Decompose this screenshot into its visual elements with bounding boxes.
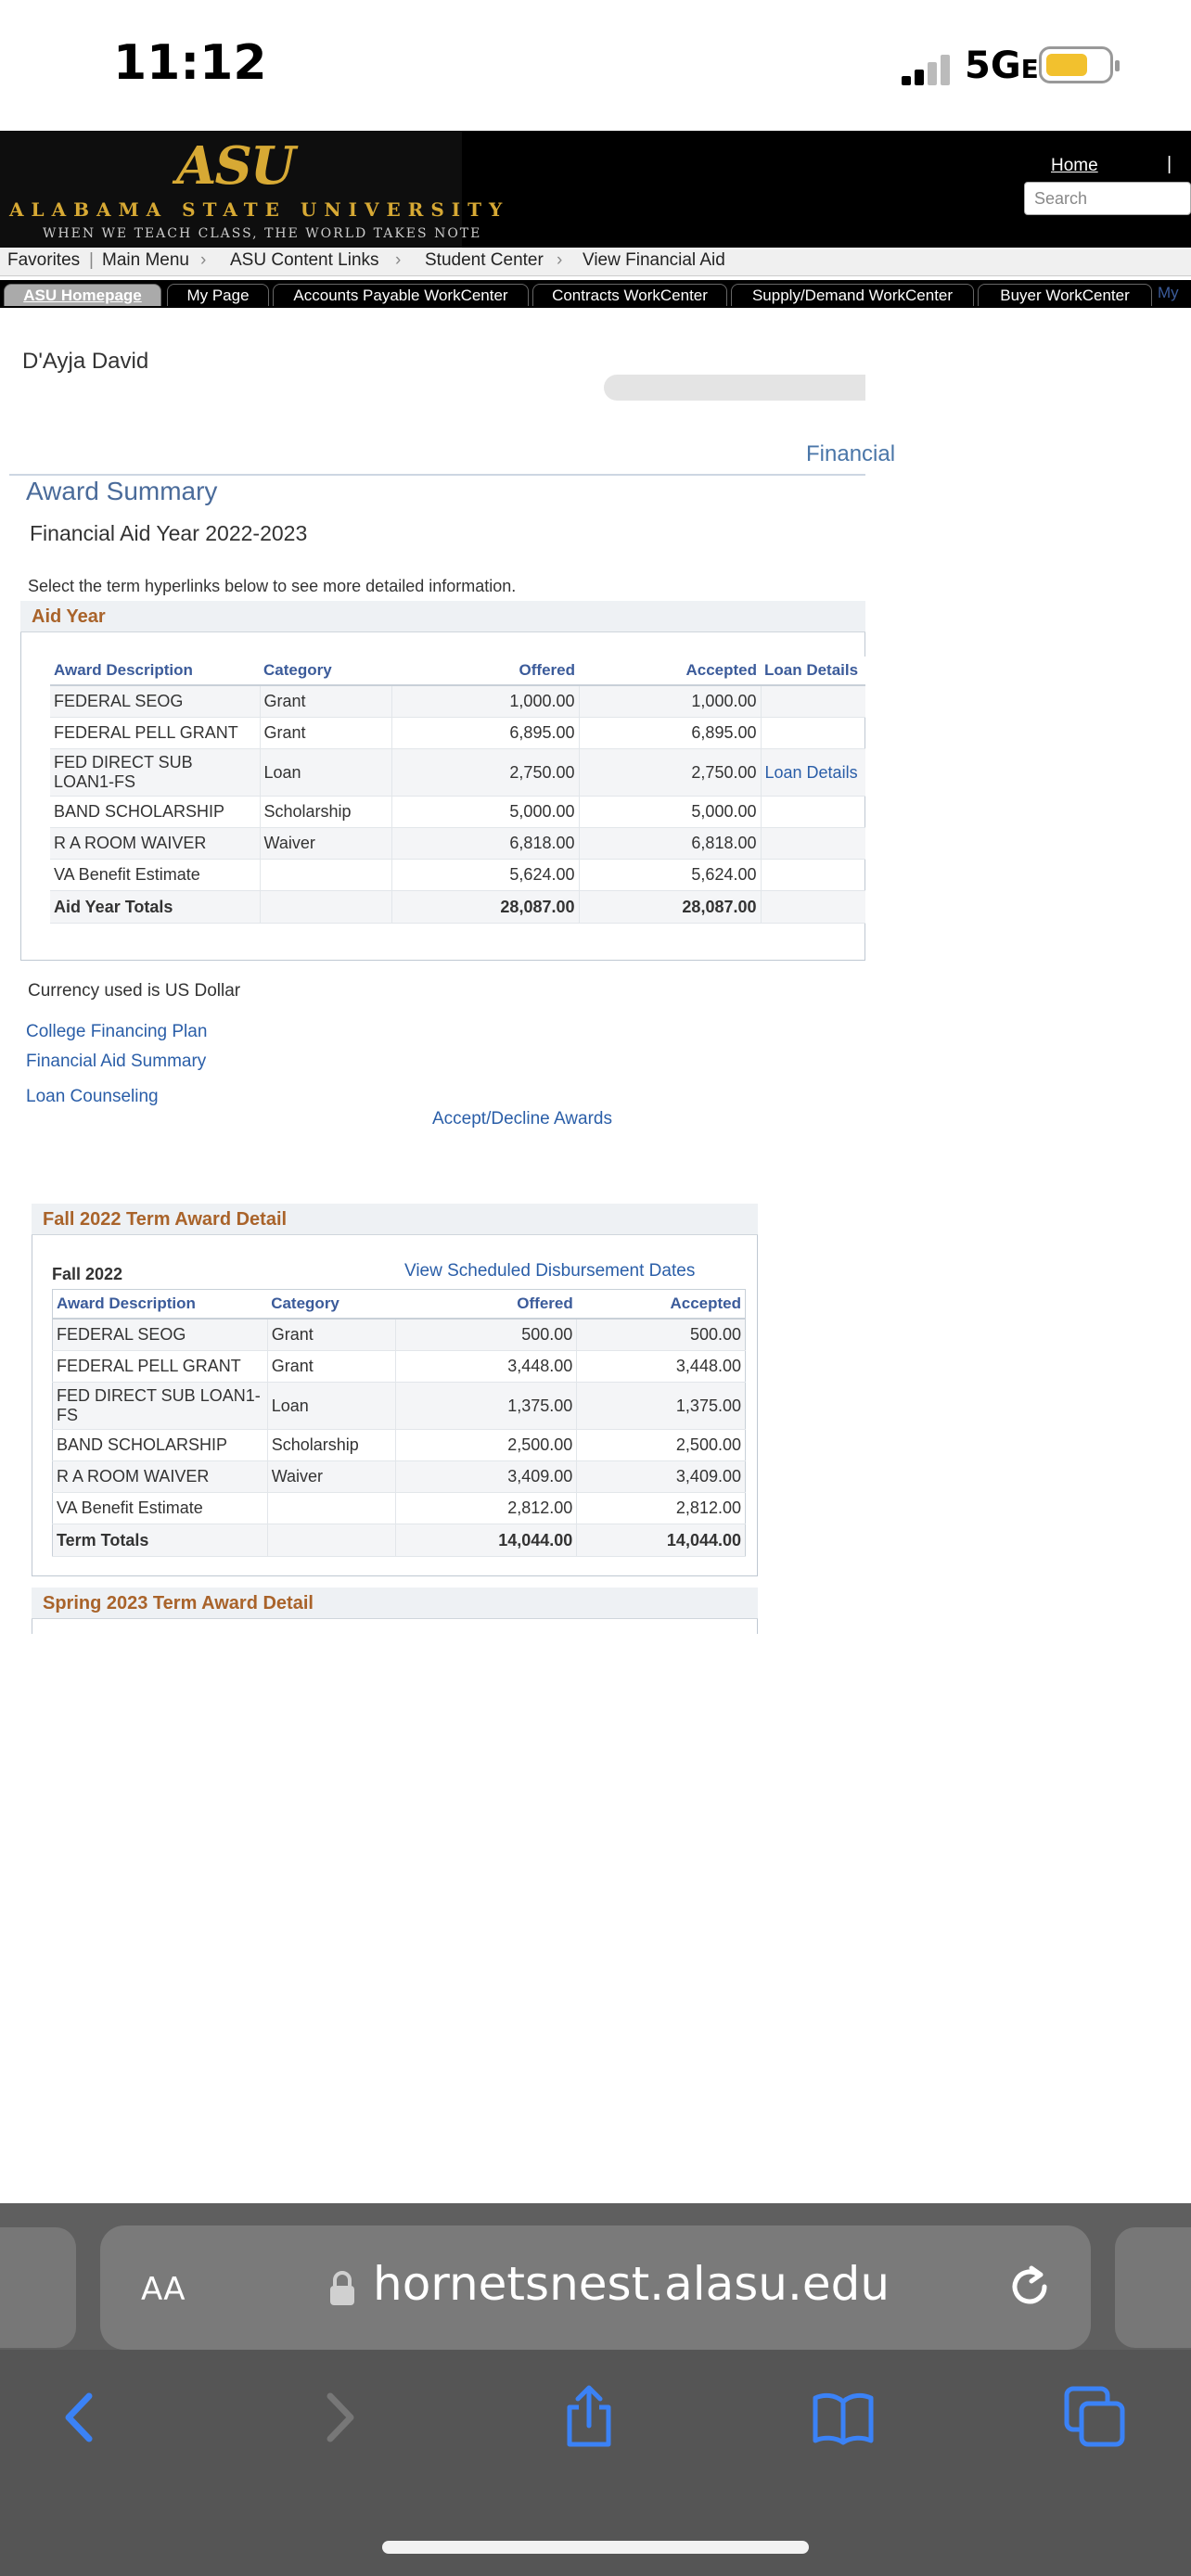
back-icon[interactable] [48,2385,113,2450]
loan-details-cell [761,828,865,860]
loading-bar [604,375,865,401]
award-category: Grant [267,1351,395,1383]
battery-icon [1039,46,1113,83]
award-accepted: 6,895.00 [579,718,761,749]
aid-year-table [50,657,865,924]
award-accepted: 3,448.00 [577,1351,746,1383]
award-category: Loan [260,749,391,797]
totals-label: Aid Year Totals [50,891,260,924]
award-offered: 2,750.00 [391,749,579,797]
bookmarks-icon[interactable] [811,2385,876,2450]
award-accepted: 2,500.00 [577,1430,746,1461]
table-row [53,1493,746,1524]
award-accepted: 5,000.00 [579,797,761,828]
college-financing-plan-link[interactable]: College Financing Plan [26,1022,208,1041]
award-category: Grant [260,718,391,749]
table-row [50,828,865,860]
award-description: VA Benefit Estimate [53,1493,268,1524]
table-row [50,718,865,749]
loan-details-cell [761,860,865,891]
award-description: FED DIRECT SUB LOAN1-FS [53,1383,268,1430]
award-accepted: 2,812.00 [577,1493,746,1524]
university-tagline: WHEN WE TEACH CLASS, THE WORLD TAKES NOTE [43,226,482,241]
col-accepted: Accepted [579,657,761,685]
award-category: Scholarship [260,797,391,828]
tab-asu-homepage[interactable]: ASU Homepage [4,284,161,306]
fall-term-group-title[interactable]: Fall 2022 Term Award Detail [32,1204,758,1235]
award-category: Grant [267,1319,395,1351]
award-description: R A ROOM WAIVER [50,828,260,860]
breadcrumb-student-center[interactable]: Student Center [425,250,544,270]
totals-offered: 28,087.00 [391,891,579,924]
col-offered: Offered [391,657,579,685]
instructions-text: Select the term hyperlinks below to see more detailed information. [28,577,517,595]
award-offered: 500.00 [395,1319,577,1351]
award-description: BAND SCHOLARSHIP [50,797,260,828]
award-offered: 2,812.00 [395,1493,577,1524]
table-header-row [50,657,865,685]
fall-term-table [52,1289,746,1557]
spring-term-group-title[interactable]: Spring 2023 Term Award Detail [32,1588,758,1619]
tab-accounts-payable[interactable]: Accounts Payable WorkCenter [273,284,529,306]
url-text[interactable]: hornetsnest.alasu.edu [373,2257,890,2311]
table-row [50,685,865,718]
totals-row [50,891,865,924]
award-description: FED DIRECT SUB LOAN1-FS [50,749,260,797]
user-name: D'Ayja David [22,349,149,374]
loan-details-cell [761,718,865,749]
col-category: Category [267,1290,395,1320]
financial-link[interactable]: Financial [806,441,896,466]
col-accepted: Accepted [577,1290,746,1320]
loan-counseling-link[interactable]: Loan Counseling [26,1087,159,1106]
share-icon[interactable] [557,2385,621,2450]
award-description: R A ROOM WAIVER [53,1461,268,1493]
page-title: Award Summary [26,477,218,505]
tab-my-page[interactable]: My Page [167,284,269,306]
award-category: Loan [267,1383,395,1430]
next-tab-preview[interactable] [1115,2227,1191,2348]
award-description: FEDERAL PELL GRANT [50,718,260,749]
breadcrumb [0,248,1191,276]
tab-buyer[interactable]: Buyer WorkCenter [978,284,1152,306]
award-accepted: 2,750.00 [579,749,761,797]
lock-icon [328,2270,356,2307]
award-description: FEDERAL SEOG [53,1319,268,1351]
chevron-right-icon: › [557,250,563,270]
page-settings-button[interactable]: AA [141,2271,186,2308]
award-offered: 5,624.00 [391,860,579,891]
award-offered: 5,000.00 [391,797,579,828]
totals-label: Term Totals [53,1524,268,1557]
col-loan-details: Loan Details [761,657,865,685]
loan-details-cell [761,797,865,828]
network-label: 5GE [965,45,1039,87]
breadcrumb-view-financial-aid[interactable]: View Financial Aid [583,250,725,270]
table-row [50,749,865,797]
award-accepted: 1,000.00 [579,685,761,718]
home-indicator[interactable] [382,2541,809,2554]
accept-decline-awards-link[interactable]: Accept/Decline Awards [432,1109,612,1129]
award-offered: 6,895.00 [391,718,579,749]
table-row [53,1461,746,1493]
title-divider [9,474,865,476]
breadcrumb-divider: | [89,250,94,270]
breadcrumb-main-menu[interactable]: Main Menu [102,250,189,270]
financial-aid-summary-link[interactable]: Financial Aid Summary [26,1052,207,1071]
award-offered: 2,500.00 [395,1430,577,1461]
totals-empty [761,891,865,924]
cellular-signal-icon [900,54,955,85]
award-accepted: 6,818.00 [579,828,761,860]
totals-row [53,1524,746,1557]
table-row [53,1430,746,1461]
award-category [260,860,391,891]
award-offered: 1,375.00 [395,1383,577,1430]
award-category [267,1493,395,1524]
breadcrumb-asu-content-links[interactable]: ASU Content Links [230,250,379,270]
table-row [50,797,865,828]
award-description: FEDERAL SEOG [50,685,260,718]
aid-year-group-title: Aid Year [20,601,865,632]
asu-logo[interactable]: ASU [176,135,294,197]
chevron-right-icon: › [200,250,207,270]
loan-details-link[interactable]: Loan Details [761,749,865,797]
totals-offered: 14,044.00 [395,1524,577,1557]
aid-year-label: Financial Aid Year 2022-2023 [30,521,308,545]
totals-accepted: 14,044.00 [577,1524,746,1557]
university-name: ALABAMA STATE UNIVERSITY [9,198,510,221]
search-input[interactable] [1024,182,1191,215]
status-time: 11:12 [113,35,267,91]
table-row [53,1351,746,1383]
reload-icon[interactable] [1004,2261,1056,2313]
tab-my-more[interactable]: My [1158,284,1179,301]
table-row [53,1383,746,1430]
table-row [53,1319,746,1351]
award-offered: 6,818.00 [391,828,579,860]
loan-details-cell [761,685,865,718]
award-category: Waiver [267,1461,395,1493]
col-award-description: Award Description [50,657,260,685]
header-separator: | [1167,154,1172,174]
chevron-right-icon: › [395,250,402,270]
fall-term-label: Fall 2022 [52,1265,123,1283]
totals-empty [267,1524,395,1557]
totals-empty [260,891,391,924]
tab-supply-demand[interactable]: Supply/Demand WorkCenter [731,284,974,306]
forward-icon[interactable] [306,2385,371,2450]
tab-contracts[interactable]: Contracts WorkCenter [532,284,727,306]
breadcrumb-favorites[interactable]: Favorites [7,250,81,270]
award-accepted: 5,624.00 [579,860,761,891]
previous-tab-preview[interactable] [0,2227,76,2348]
award-offered: 3,448.00 [395,1351,577,1383]
award-offered: 3,409.00 [395,1461,577,1493]
currency-note: Currency used is US Dollar [28,981,241,1001]
award-accepted: 3,409.00 [577,1461,746,1493]
award-description: FEDERAL PELL GRANT [53,1351,268,1383]
col-award-description: Award Description [53,1290,268,1320]
award-category: Grant [260,685,391,718]
table-header-row [53,1290,746,1320]
award-description: BAND SCHOLARSHIP [53,1430,268,1461]
table-row [50,860,865,891]
award-category: Waiver [260,828,391,860]
award-accepted: 500.00 [577,1319,746,1351]
home-link[interactable]: Home [1051,156,1098,175]
totals-accepted: 28,087.00 [579,891,761,924]
disbursement-dates-link[interactable]: View Scheduled Disbursement Dates [404,1261,696,1281]
award-accepted: 1,375.00 [577,1383,746,1430]
award-category: Scholarship [267,1430,395,1461]
col-offered: Offered [395,1290,577,1320]
award-description: VA Benefit Estimate [50,860,260,891]
tabs-icon[interactable] [1063,2385,1128,2450]
award-offered: 1,000.00 [391,685,579,718]
col-category: Category [260,657,391,685]
